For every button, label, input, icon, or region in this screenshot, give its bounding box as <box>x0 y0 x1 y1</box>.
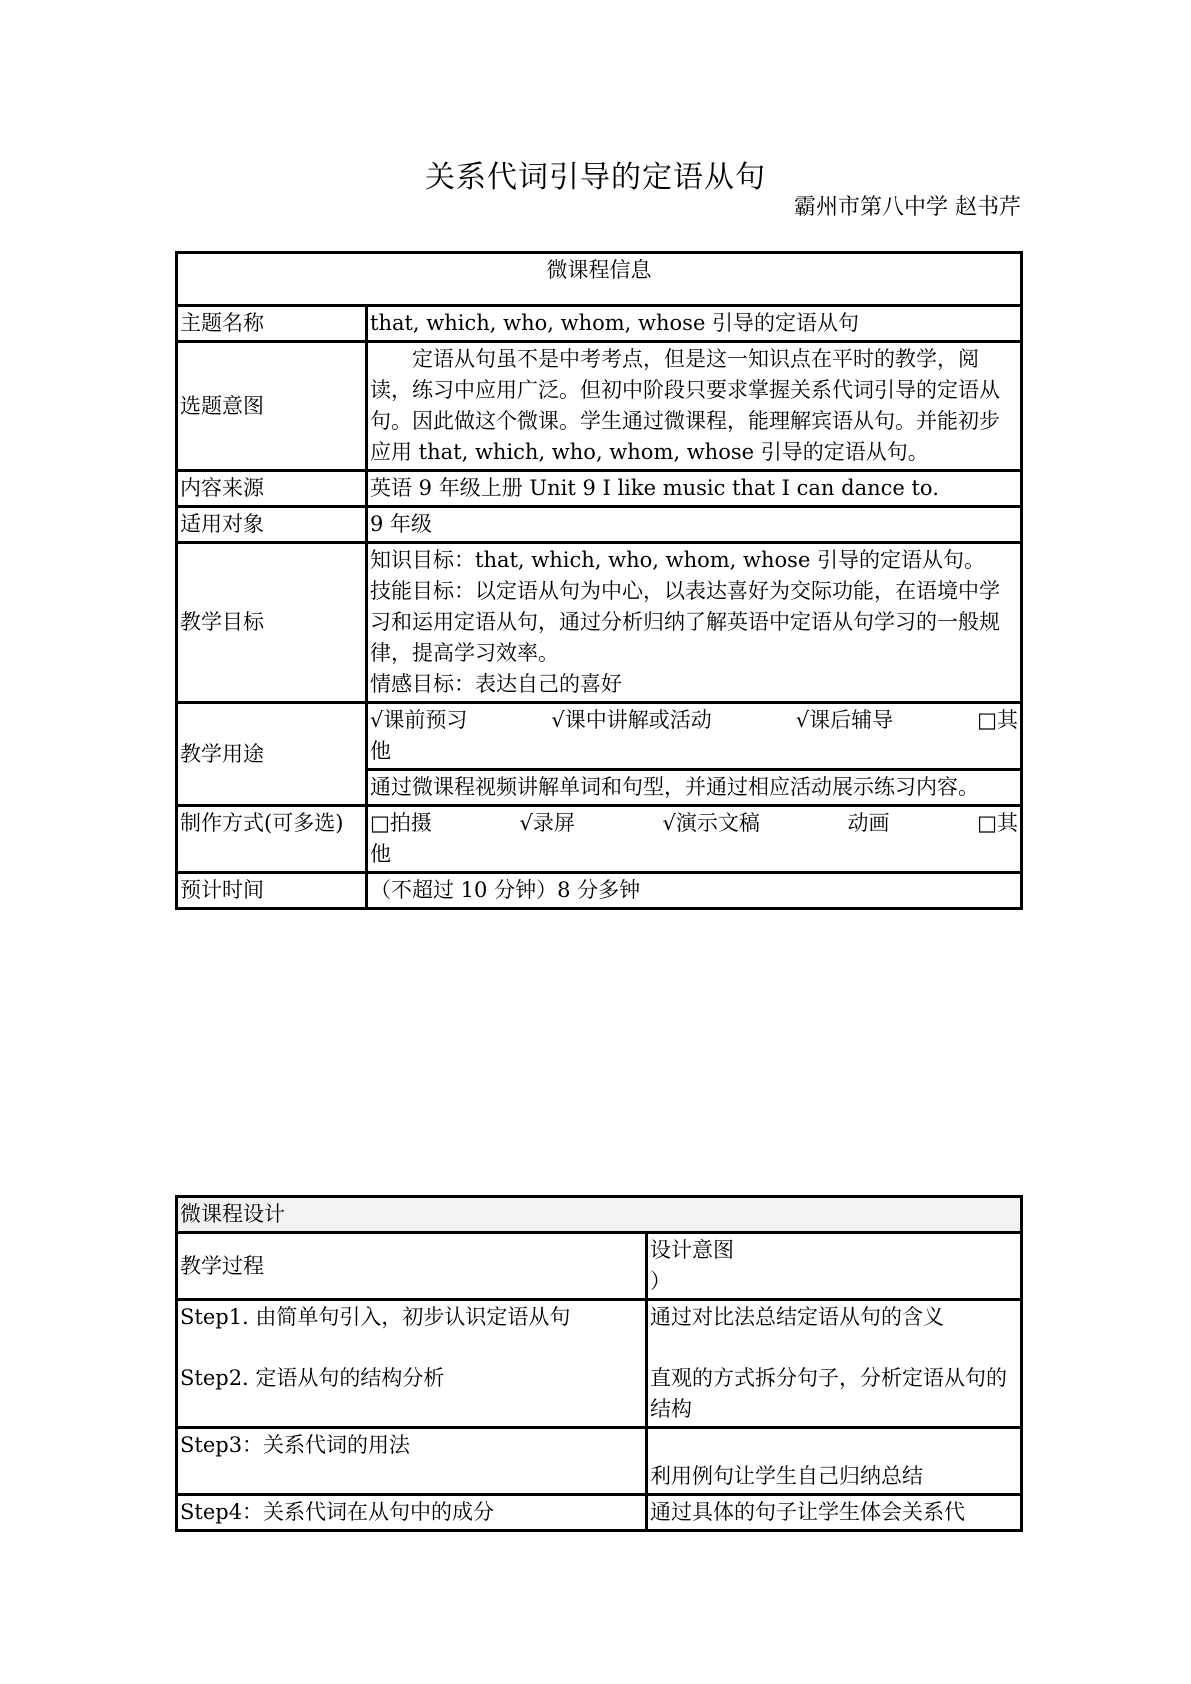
source-value: 英语 9 年级上册 Unit 9 I like music that I can dance to. <box>367 471 1022 507</box>
method-options-tail: 他 <box>370 842 391 866</box>
step-4-intent: 通过具体的句子让学生体会关系代 <box>647 1495 1022 1531</box>
emotion-goal: 情感目标：表达自己的喜好 <box>370 672 622 696</box>
audience-value: 9 年级 <box>367 507 1022 543</box>
source-label: 内容来源 <box>177 471 367 507</box>
goals-value <box>367 543 1022 703</box>
author-line: 霸州市第八中学 赵书芹 <box>794 195 1021 220</box>
step-3-intent: 利用例句让学生自己归纳总结 <box>647 1428 1022 1495</box>
time-label: 预计时间 <box>177 873 367 909</box>
process-column-header: 教学过程 <box>177 1233 647 1300</box>
design-header-row <box>177 1197 1022 1233</box>
audience-row <box>177 507 1022 543</box>
purpose-option-other: □其 <box>977 708 1018 732</box>
purpose-options-tail: 他 <box>370 739 391 763</box>
step-row-3 <box>177 1428 1022 1495</box>
method-label: 制作方式(可多选) <box>177 806 367 873</box>
intent-value: 定语从句虽不是中考考点，但是这一知识点在平时的教学，阅读，练习中应用广泛。但初中阶段只要求掌握关系代词引导的定语从句。因此做这个微课。学生通过微课程，能理解宾语从句。并能初步应用 that, which, who, whom, whose 引导的定语从句。 <box>367 342 1022 471</box>
step-gap <box>180 1333 643 1363</box>
step-row-1-2 <box>177 1300 1022 1428</box>
method-option-animation: 动画 <box>847 811 890 835</box>
step-1: Step1. 由简单句引入，初步认识定语从句 <box>180 1305 571 1329</box>
step-row-4 <box>177 1495 1022 1531</box>
purpose-desc: 通过微课程视频讲解单词和句型，并通过相应活动展示练习内容。 <box>367 770 1022 806</box>
method-option-filming: □拍摄 <box>370 811 432 835</box>
method-option-other: □其 <box>977 811 1018 835</box>
intent-gap <box>650 1333 1018 1363</box>
intent-row <box>177 342 1022 471</box>
purpose-option-in-class: √课中讲解或活动 <box>551 708 712 732</box>
audience-label: 适用对象 <box>177 507 367 543</box>
topic-label: 主题名称 <box>177 306 367 342</box>
step-2: Step2. 定语从句的结构分析 <box>180 1366 445 1390</box>
intent-label: 选题意图 <box>177 342 367 471</box>
skill-goal: 技能目标：以定语从句为中心，以表达喜好为交际功能，在语境中学习和运用定语从句，通过分析归纳了解英语中定语从句学习的一般规律，提高学习效率。 <box>370 579 1000 665</box>
knowledge-goal: 知识目标：that, which, who, whom, whose 引导的定语从句。 <box>370 548 986 572</box>
purpose-option-after-class: √课后辅导 <box>795 708 894 732</box>
method-option-screen-record: √录屏 <box>519 811 575 835</box>
step-2-intent: 直观的方式拆分句子，分析定语从句的结构 <box>650 1366 1007 1421</box>
info-header-row <box>177 253 1022 306</box>
step-1-2-cell <box>177 1300 647 1428</box>
method-row <box>177 806 1022 873</box>
step-4: Step4：关系代词在从句中的成分 <box>177 1495 647 1531</box>
purpose-label: 教学用途 <box>177 703 367 806</box>
micro-course-design-table <box>175 1195 1023 1532</box>
micro-course-info-table <box>175 251 1023 910</box>
topic-value: that, which, who, whom, whose 引导的定语从句 <box>367 306 1022 342</box>
purpose-row-options <box>177 703 1022 770</box>
method-option-slides: √演示文稿 <box>662 811 760 835</box>
step-1-intent: 通过对比法总结定语从句的含义 <box>650 1305 944 1329</box>
goals-row <box>177 543 1022 703</box>
topic-row <box>177 306 1022 342</box>
purpose-options <box>367 703 1022 770</box>
intent-column-header-text: 设计意图 <box>650 1238 734 1262</box>
intent-column-header-tail: ） <box>650 1269 671 1293</box>
info-table-header: 微课程信息 <box>177 253 1022 306</box>
step-1-2-intent-cell <box>647 1300 1022 1428</box>
intent-column-header <box>647 1233 1022 1300</box>
goals-label: 教学目标 <box>177 543 367 703</box>
design-column-header-row <box>177 1233 1022 1300</box>
purpose-option-pre-class: √课前预习 <box>370 708 468 732</box>
document-title: 关系代词引导的定语从句 <box>425 160 766 195</box>
time-value: （不超过 10 分钟）8 分多钟 <box>367 873 1022 909</box>
design-table-header: 微课程设计 <box>177 1197 1022 1233</box>
method-options <box>367 806 1022 873</box>
source-row <box>177 471 1022 507</box>
step-3: Step3：关系代词的用法 <box>177 1428 647 1495</box>
time-row <box>177 873 1022 909</box>
